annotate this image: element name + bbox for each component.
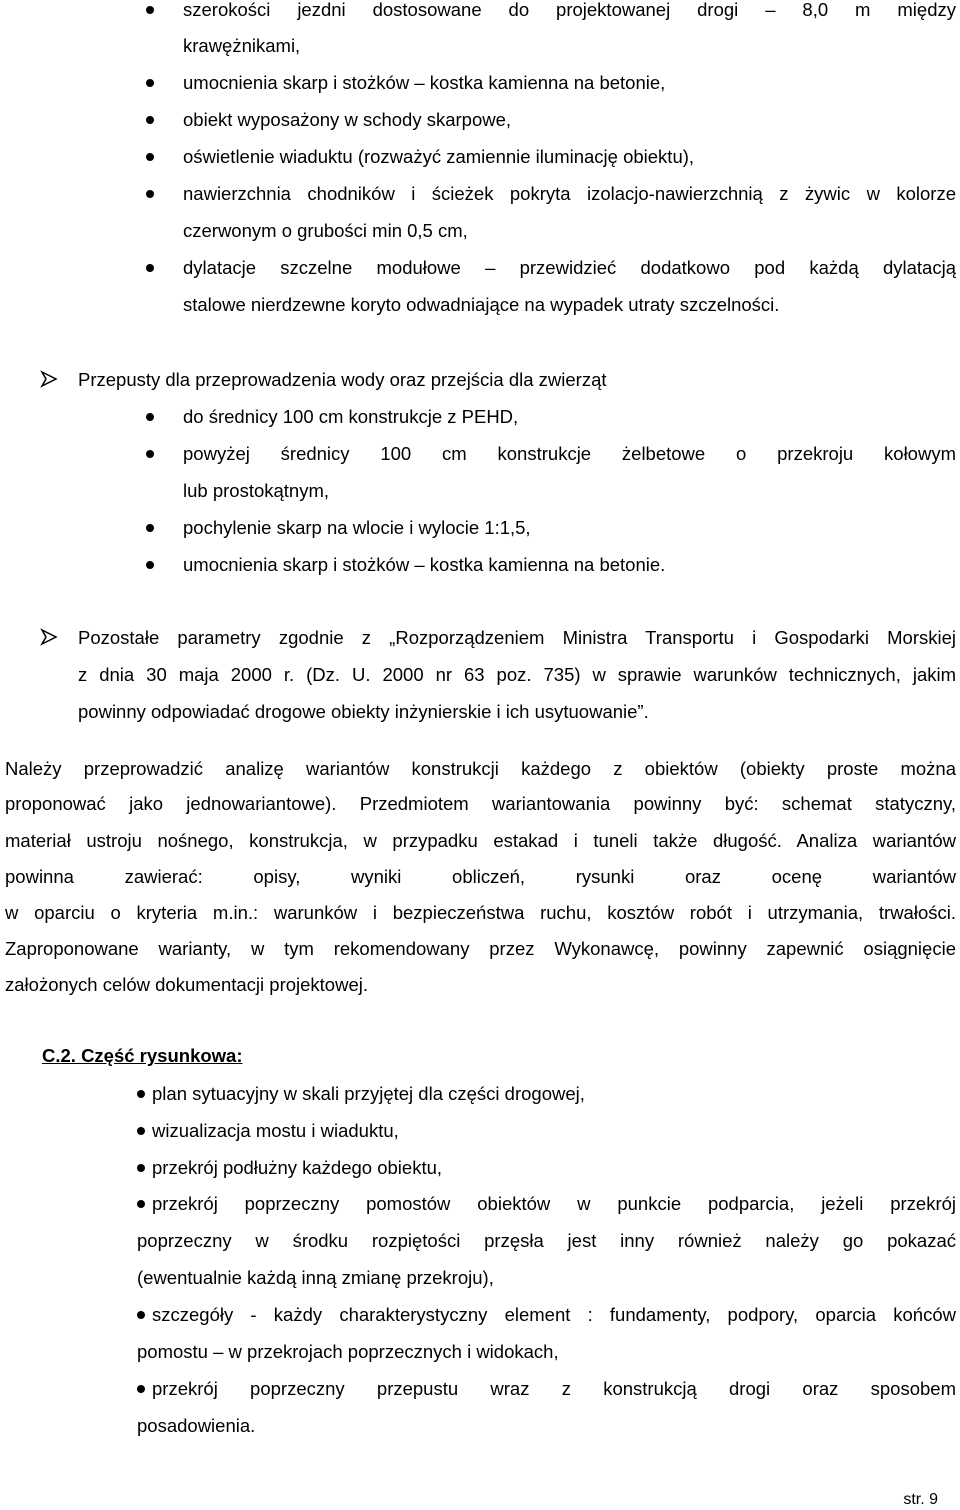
list-item-text: obiekt wyposażony w schody skarpowe, [183,109,512,130]
arrowhead-bullet-icon [40,370,58,388]
regulation-text: Pozostałe parametry zgodnie z „Rozporządzeniem Ministra Transportu i Gospodarki Morskiej [78,627,956,648]
list-item-text: przekrój poprzeczny przepustu wraz z konstrukcją drogi oraz sposobem [152,1378,956,1399]
paragraph-line: założonych celów dokumentacji projektowej. [5,974,368,995]
list-item-text: krawężnikami, [183,35,301,56]
list-item-text: szczegóły - każdy charakterystyczny element : fundamenty, podpory, oparcia końców [152,1304,956,1325]
bullet-icon [146,450,154,458]
list-item-text: czerwonym o grubości min 0,5 cm, [183,220,468,241]
paragraph-line: w oparciu o kryteria m.in.: warunków i bezpieczeństwa ruchu, kosztów robót i utrzymania, trwałości. [5,902,956,923]
bullet-icon [137,1200,145,1208]
list-item-text: dylatacje szczelne modułowe – przewidzieć dodatkowo pod każdą dylatacją [183,257,956,278]
bullet-icon [146,116,154,124]
bullet-icon [146,413,154,421]
list-item-text: szerokości jezdni dostosowane do projektowanej drogi – 8,0 m między [183,0,956,20]
paragraph-line: powinna zawierać: opisy, wyniki obliczeń, rysunki oraz ocenę wariantów [5,866,956,887]
list-item-text: (ewentualnie każdą inną zmianę przekroju), [137,1267,494,1288]
bullet-icon [137,1127,145,1135]
list-item-text: pochylenie skarp na wlocie i wylocie 1:1,5, [183,517,531,538]
list-item-text: poprzeczny w środku rozpiętości przęsła jest inny również należy go pokazać [137,1230,956,1251]
paragraph-line: proponować jako jednowariantowe). Przedmiotem wariantowania powinny być: schemat statyczny, [5,793,956,814]
paragraph-line: materiał ustroju nośnego, konstrukcja, w przypadku estakad i tuneli także długość. Analiza wariantów [5,830,956,851]
list-item-text: umocnienia skarp i stożków – kostka kamienna na betonie, [183,72,666,93]
bullet-icon [137,1090,145,1098]
list-item-text: stalowe nierdzewne koryto odwadniające na wypadek utraty szczelności. [183,294,780,315]
regulation-text: z dnia 30 maja 2000 r. (Dz. U. 2000 nr 63 poz. 735) w sprawie warunków technicznych, jakim [78,664,956,685]
bullet-icon [137,1311,145,1319]
list-item-text: lub prostokątnym, [183,480,330,501]
bullet-icon [146,264,154,272]
list-item-text: umocnienia skarp i stożków – kostka kamienna na betonie. [183,554,666,575]
bullet-icon [146,190,154,198]
list-item-text: pomostu – w przekrojach poprzecznych i widokach, [137,1341,559,1362]
regulation-text: powinny odpowiadać drogowe obiekty inżynierskie i ich usytuowanie”. [78,701,649,722]
list-item-text: przekrój poprzeczny pomostów obiektów w punkcie podparcia, jeżeli przekrój [152,1193,956,1214]
bullet-icon [146,524,154,532]
section-title: Przepusty dla przeprowadzenia wody oraz przejścia dla zwierząt [78,369,607,390]
list-item-text: oświetlenie wiaduktu (rozważyć zamiennie iluminację obiektu), [183,146,695,167]
list-item-text: przekrój podłużny każdego obiektu, [152,1157,443,1178]
paragraph-line: Należy przeprowadzić analizę wariantów konstrukcji każdego z obiektów (obiekty proste można [5,758,956,779]
bullet-icon [137,1164,145,1172]
bullet-icon [137,1385,145,1393]
bullet-icon [146,79,154,87]
arrowhead-bullet-icon [40,628,58,646]
section-heading: C.2. Część rysunkowa: [42,1045,243,1066]
list-item-text: posadowienia. [137,1415,256,1436]
list-item-text: powyżej średnicy 100 cm konstrukcje żelbetowe o przekroju kołowym [183,443,956,464]
bullet-icon [146,561,154,569]
page-number: str. 9 [903,1491,938,1508]
list-item-text: nawierzchnia chodników i ścieżek pokryta izolacjo-nawierzchnią z żywic w kolorze [183,183,956,204]
list-item-text: wizualizacja mostu i wiaduktu, [152,1120,399,1141]
bullet-icon [146,153,154,161]
list-item-text: do średnicy 100 cm konstrukcje z PEHD, [183,406,519,427]
bullet-icon [146,6,154,14]
paragraph-line: Zaproponowane warianty, w tym rekomendowany przez Wykonawcę, powinny zapewnić osiągnięcie [5,938,956,959]
list-item-text: plan sytuacyjny w skali przyjętej dla części drogowej, [152,1083,585,1104]
